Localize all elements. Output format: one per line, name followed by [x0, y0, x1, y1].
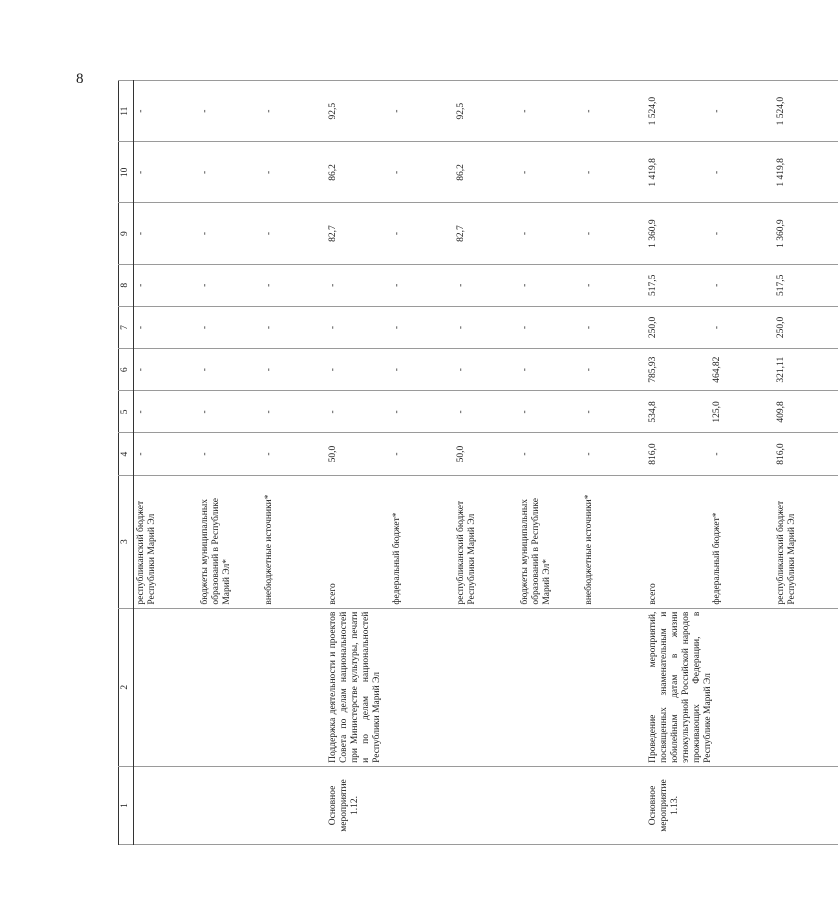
value-cell: - [454, 349, 518, 391]
value-cell: 1 419,8 [646, 142, 710, 203]
column-header: 8 [119, 264, 134, 306]
code-cell [198, 766, 262, 844]
value-cell: 86,2 [454, 142, 518, 203]
value-cell: - [134, 391, 199, 433]
value-cell: 50,0 [326, 433, 390, 475]
value-cell: - [582, 391, 646, 433]
value-cell: 534,8 [646, 391, 710, 433]
value-cell: - [518, 81, 582, 142]
value-cell: - [710, 264, 774, 306]
value-cell: - [198, 349, 262, 391]
value-cell: - [390, 391, 454, 433]
value-cell: - [390, 306, 454, 348]
title-cell [198, 608, 262, 766]
value-cell: - [262, 81, 326, 142]
value-cell: - [198, 142, 262, 203]
value-cell: - [390, 264, 454, 306]
value-cell: 517,5 [774, 264, 838, 306]
value-cell: - [262, 203, 326, 264]
column-header: 2 [119, 608, 134, 766]
value-cell: 785,93 [646, 349, 710, 391]
value-cell: - [518, 391, 582, 433]
value-cell: 1 524,0 [646, 81, 710, 142]
value-cell: - [134, 142, 199, 203]
table-row [262, 81, 326, 845]
value-cell: 82,7 [454, 203, 518, 264]
value-cell: - [134, 433, 199, 475]
value-cell: 92,5 [454, 81, 518, 142]
source-cell: всего [326, 475, 390, 608]
table-row [326, 81, 390, 845]
column-header: 1 [119, 766, 134, 844]
source-cell: федеральный бюджет* [710, 475, 774, 608]
source-cell: республиканский бюджет Республики Марий Эл [774, 475, 838, 608]
value-cell: - [390, 203, 454, 264]
value-cell: - [198, 203, 262, 264]
value-cell: - [518, 433, 582, 475]
value-cell: - [390, 349, 454, 391]
column-header: 5 [119, 391, 134, 433]
value-cell: - [710, 306, 774, 348]
value-cell: - [134, 203, 199, 264]
value-cell: - [262, 142, 326, 203]
value-cell: 321,11 [774, 349, 838, 391]
value-cell: - [710, 203, 774, 264]
value-cell: - [134, 306, 199, 348]
value-cell: 1 524,0 [774, 81, 838, 142]
value-cell: 82,7 [326, 203, 390, 264]
value-cell: - [710, 433, 774, 475]
value-cell: - [326, 306, 390, 348]
value-cell: - [262, 349, 326, 391]
value-cell: - [198, 81, 262, 142]
table-row [646, 81, 710, 845]
value-cell: - [518, 306, 582, 348]
measure-code-cell: Основное мероприятие 1.13. [646, 766, 838, 844]
value-cell: - [198, 306, 262, 348]
value-cell: - [710, 81, 774, 142]
value-cell: 816,0 [774, 433, 838, 475]
value-cell: 92,5 [326, 81, 390, 142]
title-cell [134, 608, 199, 766]
value-cell: - [134, 264, 199, 306]
value-cell: 409,8 [774, 391, 838, 433]
value-cell: - [518, 349, 582, 391]
column-header: 9 [119, 203, 134, 264]
value-cell: - [710, 142, 774, 203]
value-cell: - [454, 391, 518, 433]
value-cell: - [582, 264, 646, 306]
value-cell: - [582, 203, 646, 264]
value-cell: - [262, 306, 326, 348]
value-cell: - [454, 306, 518, 348]
value-cell: - [518, 142, 582, 203]
value-cell: - [262, 264, 326, 306]
measure-title-cell: Поддержка деятельности и проектов Совета по делам национальностей при Министерстве культуры, печати и по делам национальностей Республики Марий Эл [326, 608, 646, 766]
value-cell: 50,0 [454, 433, 518, 475]
table-row [198, 81, 262, 845]
value-cell: - [262, 391, 326, 433]
value-cell: - [198, 264, 262, 306]
value-cell: - [326, 349, 390, 391]
table-row [134, 81, 199, 845]
value-cell: - [518, 203, 582, 264]
value-cell: 1 360,9 [774, 203, 838, 264]
value-cell: - [582, 142, 646, 203]
source-cell: республиканский бюджет Республики Марий Эл [454, 475, 518, 608]
source-cell: федеральный бюджет* [390, 475, 454, 608]
value-cell: - [582, 349, 646, 391]
value-cell: - [582, 81, 646, 142]
measure-code-cell: Основное мероприятие 1.12. [326, 766, 646, 844]
value-cell: 1 419,8 [774, 142, 838, 203]
value-cell: - [454, 264, 518, 306]
value-cell: - [198, 433, 262, 475]
budget-table [118, 80, 838, 845]
value-cell: - [518, 264, 582, 306]
page-number: 8 [76, 71, 84, 87]
value-cell: 816,0 [646, 433, 710, 475]
source-cell: внебюджетные источники* [582, 475, 646, 608]
column-header: 4 [119, 433, 134, 475]
measure-title-cell: Проведение мероприятий, посвященных знаменательным и юбилейным датам в жизни этнокультурной Российской народов проживающих Федерации, в Республике Марий Эл [646, 608, 838, 766]
value-cell: 86,2 [326, 142, 390, 203]
value-cell: - [134, 349, 199, 391]
value-cell: - [326, 391, 390, 433]
column-header: 7 [119, 306, 134, 348]
column-header: 6 [119, 349, 134, 391]
source-cell: бюджеты муниципальных образований в Республике Марий Эл* [518, 475, 582, 608]
value-cell: 1 360,9 [646, 203, 710, 264]
rotated-table-frame [118, 80, 797, 845]
value-cell: 250,0 [646, 306, 710, 348]
code-cell [134, 766, 199, 844]
value-cell: - [390, 81, 454, 142]
value-cell: - [198, 391, 262, 433]
title-cell [262, 608, 326, 766]
value-cell: 125,0 [710, 391, 774, 433]
value-cell: 517,5 [646, 264, 710, 306]
value-cell: - [134, 81, 199, 142]
source-cell: республиканский бюджет Республики Марий Эл [134, 475, 199, 608]
value-cell: - [326, 264, 390, 306]
code-cell [262, 766, 326, 844]
source-cell: всего [646, 475, 710, 608]
column-number-row [119, 81, 134, 845]
column-header: 11 [119, 81, 134, 142]
value-cell: - [262, 433, 326, 475]
value-cell: - [390, 433, 454, 475]
source-cell: внебюджетные источники* [262, 475, 326, 608]
value-cell: 464,82 [710, 349, 774, 391]
value-cell: - [582, 433, 646, 475]
value-cell: - [582, 306, 646, 348]
value-cell: - [390, 142, 454, 203]
column-header: 3 [119, 475, 134, 608]
source-cell: бюджеты муниципальных образований в Республике Марий Эл* [198, 475, 262, 608]
column-header: 10 [119, 142, 134, 203]
value-cell: 250,0 [774, 306, 838, 348]
